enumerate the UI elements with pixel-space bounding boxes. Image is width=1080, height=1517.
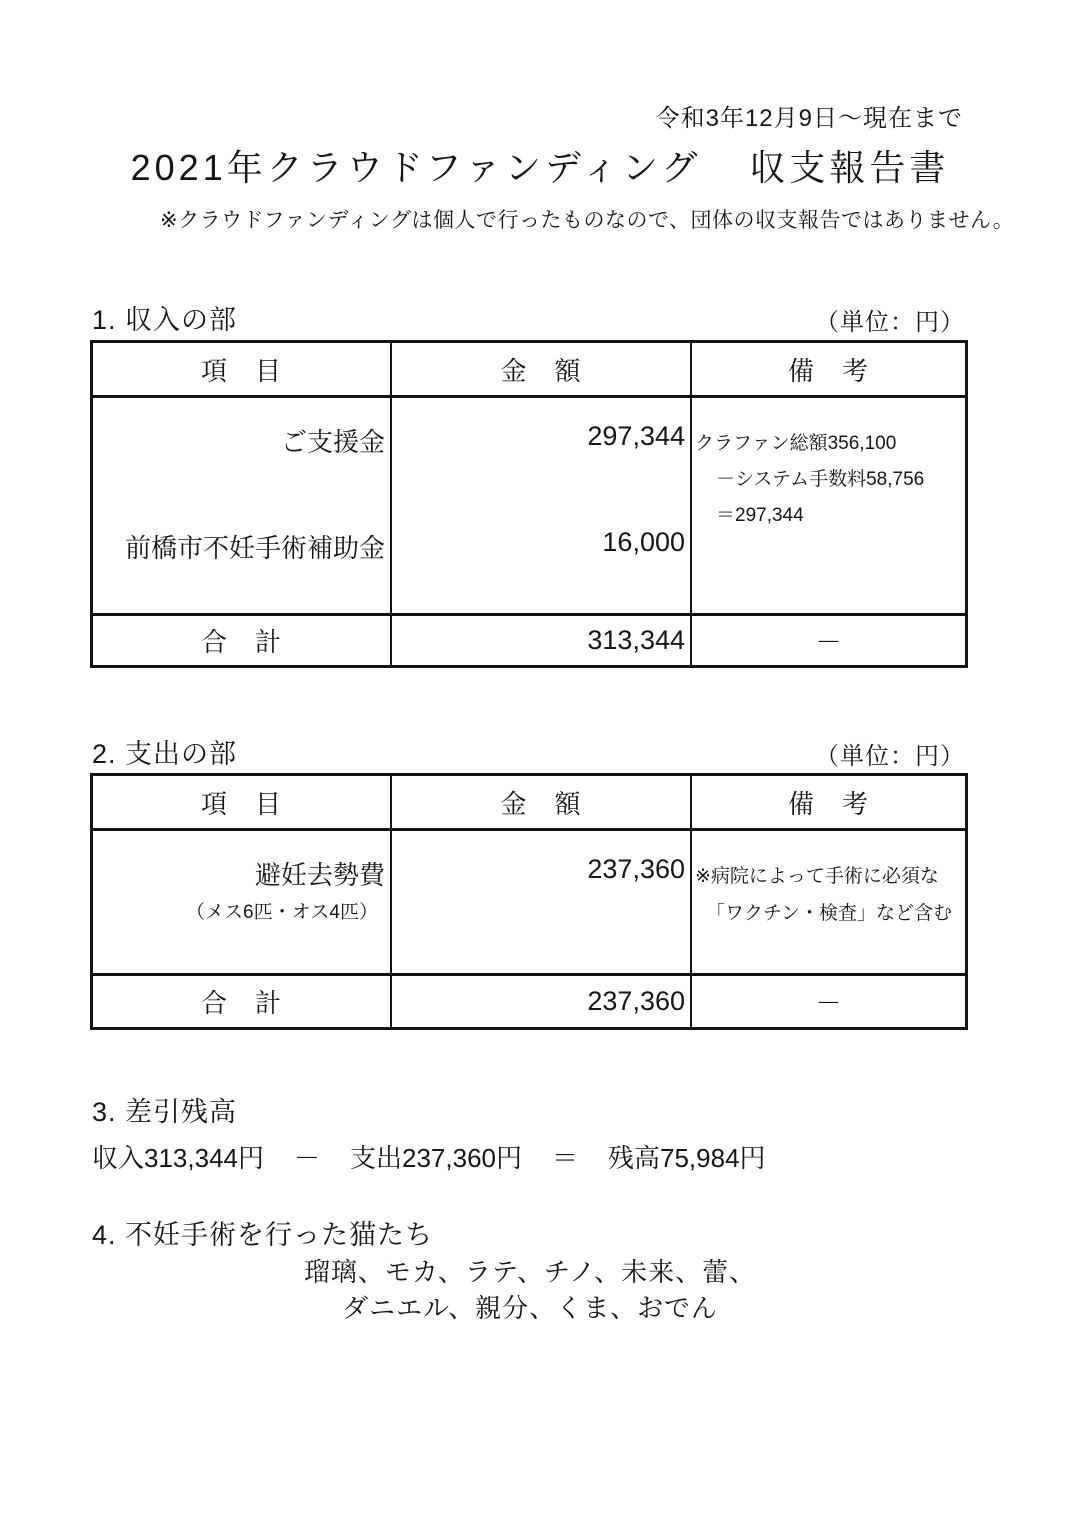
expense-remarks-cell — [692, 831, 965, 973]
income-col-header-item: 項 目 — [93, 343, 392, 395]
expense-item-cell — [93, 831, 392, 973]
expense-unit-label: （単位：円） — [815, 743, 965, 770]
expense-table-header-row — [93, 776, 965, 831]
balance-calculation — [92, 1138, 766, 1175]
income-col-header-remarks: 備 考 — [787, 355, 869, 386]
report-disclaimer-note: ※クラウドファンディングは個人で行ったものなので、団体の収支報告ではありません。 — [160, 209, 1015, 232]
income-item-2-amount: 16,000 — [602, 527, 685, 557]
expense-item-1-sublabel: （メス6匹・オス4匹） — [186, 902, 378, 923]
income-table-body-row — [93, 398, 965, 616]
income-table-header-row — [93, 343, 965, 398]
expense-table-body-row — [93, 831, 965, 976]
balance-calc-equals-sign: ＝ — [551, 1143, 578, 1173]
expense-remark-line-2: 「ワクチン・検査」など含む — [706, 903, 953, 924]
income-remark-line-3: ＝297,344 — [716, 505, 804, 526]
expense-total-amount: 237,360 — [392, 976, 692, 1027]
income-total-amount: 313,344 — [392, 616, 692, 665]
income-item-1-amount: 297,344 — [587, 421, 685, 451]
expense-section-header-row — [92, 732, 965, 771]
income-remarks-cell — [692, 398, 965, 613]
cats-names-line-2: ダニエル、親分、くま、おでん — [342, 1293, 718, 1323]
income-table — [90, 340, 968, 668]
income-total-remarks-dash: － — [815, 627, 842, 657]
expense-amount-cell — [392, 831, 692, 973]
income-item-2-label: 前橋市不妊手術補助金 — [124, 533, 385, 563]
income-total-label: 合 計 — [93, 616, 392, 665]
expense-table-total-row — [93, 976, 965, 1027]
expense-item-1-amount: 237,360 — [587, 854, 685, 884]
cats-names-line-1: 瑠璃、モカ、ラテ、チノ、未来、蕾、 — [303, 1257, 757, 1287]
balance-calc-expense: 支出237,360円 — [350, 1143, 522, 1173]
expense-total-remarks-dash: － — [815, 988, 842, 1018]
income-section-heading: 1. 収入の部 — [92, 305, 238, 335]
expense-remark-line-1: ※病院によって手術に必須な — [695, 866, 939, 887]
income-amount-cell — [392, 398, 692, 613]
expense-total-label: 合 計 — [93, 976, 392, 1027]
report-title-part-2: 収支報告書 — [749, 147, 950, 188]
expense-section-heading: 2. 支出の部 — [92, 739, 238, 769]
expense-table — [90, 773, 968, 1030]
income-remark-line-1: クラファン総額356,100 — [695, 433, 897, 454]
balance-section-heading: 3. 差引残高 — [92, 1097, 238, 1127]
report-title-part-1: 2021年クラウドファンディング — [130, 147, 702, 188]
income-item-1-label: ご支援金 — [280, 427, 385, 457]
expense-col-header-amount: 金 額 — [392, 776, 692, 828]
balance-calc-minus-sign: － — [293, 1143, 320, 1173]
income-section-header-row — [92, 298, 965, 337]
balance-calc-income: 収入313,344円 — [92, 1143, 264, 1173]
balance-calc-balance: 残高75,984円 — [608, 1143, 766, 1173]
income-remark-line-2: －システム手数料58,756 — [716, 469, 925, 490]
income-col-header-amount: 金 額 — [392, 343, 692, 395]
expense-col-header-item: 項 目 — [93, 776, 392, 828]
cats-section-heading: 4. 不妊手術を行った猫たち — [92, 1220, 434, 1250]
income-unit-label: （単位：円） — [815, 309, 965, 336]
report-title — [0, 140, 1080, 191]
expense-col-header-remarks: 備 考 — [787, 788, 869, 819]
expense-item-1-label: 避妊去勢費 — [254, 860, 385, 890]
report-date-range: 令和3年12月9日～現在まで — [655, 105, 963, 132]
income-item-cell — [93, 398, 392, 613]
income-table-total-row — [93, 616, 965, 665]
